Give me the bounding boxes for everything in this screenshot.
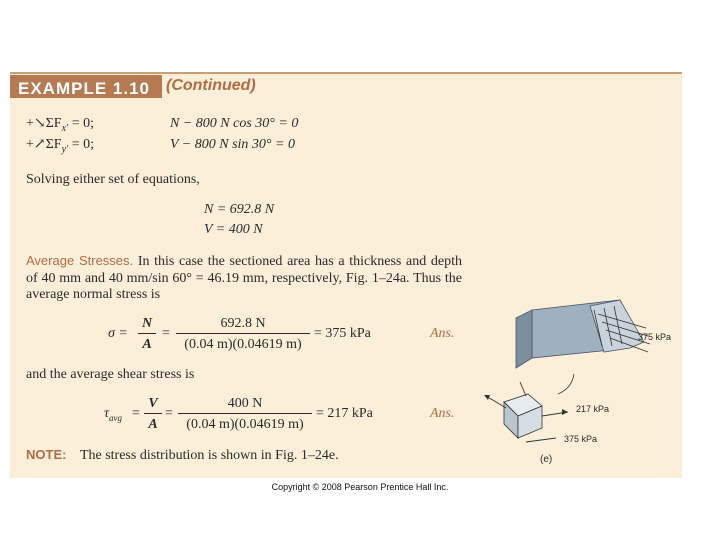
- normal-den-value: (0.04 m)(0.04619 m): [184, 337, 302, 352]
- shear-num-v: V: [148, 396, 158, 411]
- figure-e: [476, 296, 672, 466]
- equation-x-rhs: N − 800 N cos 30° = 0: [170, 116, 299, 131]
- shear-fraction-bar-2: [178, 413, 312, 414]
- shear-ans: Ans.: [430, 406, 455, 421]
- normal-equals: =: [162, 326, 170, 341]
- note-text: The stress distribution is shown in Fig. 1–24e.: [79, 448, 339, 463]
- normal-result: = 375 kPa: [314, 326, 371, 341]
- example-header: [10, 72, 682, 102]
- shear-den-value: (0.04 m)(0.04619 m): [186, 417, 304, 432]
- shear-fraction-bar-1: [144, 413, 162, 414]
- header-rule: [10, 72, 682, 74]
- shear-result: = 217 kPa: [316, 406, 373, 421]
- normal-den-a: A: [142, 337, 152, 352]
- figure-caption: (e): [540, 454, 553, 465]
- average-stress-paragraph: [26, 253, 462, 304]
- continued-label: (Continued): [166, 77, 256, 94]
- solving-text: Solving either set of equations,: [26, 172, 200, 187]
- label-375-kpa-top: 375 kPa: [638, 332, 672, 342]
- shear-den-a: A: [148, 417, 158, 432]
- normal-ans: Ans.: [430, 326, 455, 341]
- average-stress-heading: Average Stresses.: [26, 253, 134, 268]
- average-stress-text: In this case the sectioned area has a thickness and depth of 40 mm and 40 mm/sin 60° = 46.19 mm, respectively, Fig. 1–24a. Thus the average normal stress is: [26, 254, 463, 302]
- shear-equals-1: =: [165, 406, 173, 421]
- sigma-symbol: σ =: [108, 326, 128, 341]
- note-line: [26, 447, 339, 464]
- example-title: EXAMPLE 1.10: [18, 79, 150, 98]
- normal-fraction-bar-1: [138, 333, 156, 334]
- note-label: NOTE:: [26, 447, 67, 462]
- shear-equals-0: =: [132, 406, 140, 421]
- equation-y-lhs: $+↗\Sigma F_{y'} = 0$;: [26, 137, 94, 155]
- label-375-kpa-bottom: 375 kPa: [564, 434, 598, 444]
- header-box: [10, 75, 162, 98]
- result-v: V = 400 N: [204, 222, 263, 237]
- shear-num-value: 400 N: [227, 396, 263, 411]
- normal-num-value: 692.8 N: [220, 316, 266, 331]
- tau-symbol: $\tau_{avg}$: [104, 406, 123, 423]
- normal-fraction-bar-2: [176, 333, 310, 334]
- normal-num-n: N: [141, 316, 153, 331]
- result-n: N = 692.8 N: [204, 202, 275, 217]
- equation-x-lhs: $+↘\Sigma F_{x'} = 0$;: [26, 116, 94, 134]
- equation-y-rhs: V − 800 N sin 30° = 0: [170, 137, 295, 152]
- label-217-kpa: 217 kPa: [576, 404, 610, 414]
- copyright: Copyright © 2008 Pearson Prentice Hall Inc.: [271, 482, 449, 492]
- shear-text: and the average shear stress is: [26, 367, 195, 382]
